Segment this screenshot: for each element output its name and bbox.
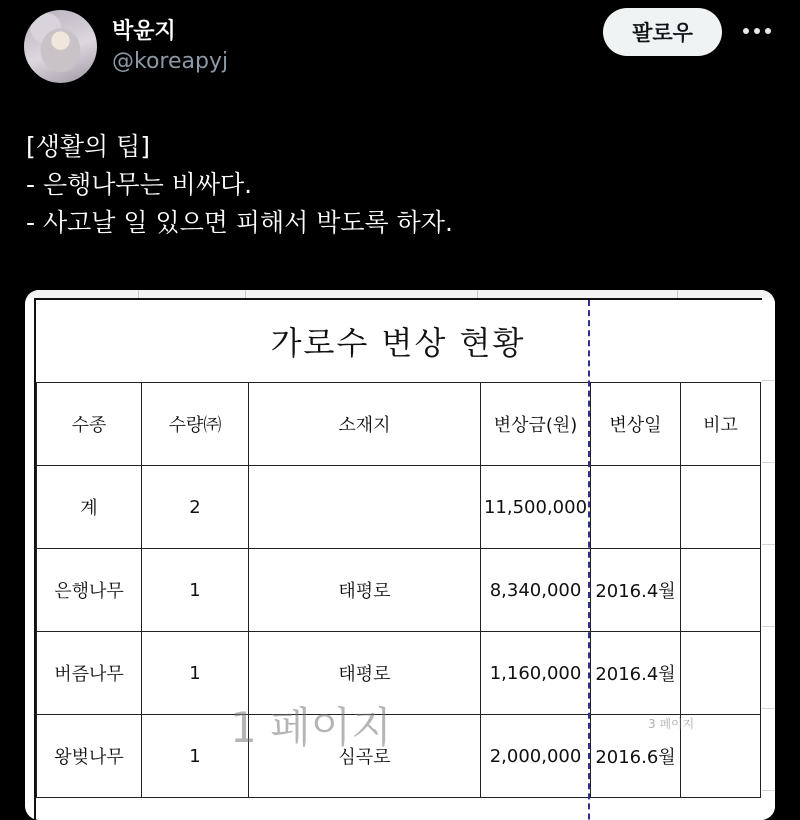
sheet-column-strip	[25, 290, 775, 298]
follow-button[interactable]: 팔로우	[603, 8, 722, 56]
table-row	[37, 632, 761, 715]
table-cell: 왕벚나무	[37, 715, 142, 798]
table-cell: 1	[142, 549, 249, 632]
table-cell: 1	[142, 715, 249, 798]
table-cell	[681, 549, 761, 632]
table-cell: 태평로	[249, 632, 481, 715]
post-line: [생활의 팁]	[26, 132, 151, 161]
table-cell: 계	[37, 466, 142, 549]
table-cell	[591, 466, 681, 549]
header-date: 변상일	[591, 383, 681, 466]
table-cell: 2016.4월	[591, 549, 681, 632]
table-cell: 2	[142, 466, 249, 549]
table-cell	[681, 466, 761, 549]
sheet-side-grid	[762, 298, 775, 820]
table-cell: 2016.4월	[591, 632, 681, 715]
table-cell: 1	[142, 632, 249, 715]
table-cell: 2,000,000	[481, 715, 591, 798]
table-cell	[249, 466, 481, 549]
table-header-row	[37, 383, 761, 466]
avatar[interactable]	[24, 10, 97, 83]
post-text	[26, 128, 453, 242]
table-cell: 11,500,000	[481, 466, 591, 549]
header-compensation: 변상금(원)	[481, 383, 591, 466]
table-cell: 1,160,000	[481, 632, 591, 715]
table-cell: 버즘나무	[37, 632, 142, 715]
table-cell: 2016.6월	[591, 715, 681, 798]
damage-table	[36, 382, 761, 798]
table-row	[37, 549, 761, 632]
table-cell: 심곡로	[249, 715, 481, 798]
header-note: 비고	[681, 383, 761, 466]
header-species: 수종	[37, 383, 142, 466]
sheet-title: 가로수 변상 현황	[270, 324, 526, 362]
table-cell: 태평로	[249, 549, 481, 632]
page-watermark: 1 페이지	[230, 703, 392, 752]
table-cell	[681, 632, 761, 715]
page-watermark-small: 3 페이지	[648, 717, 695, 731]
display-name[interactable]: 박윤지	[112, 19, 176, 44]
header-location: 소재지	[249, 383, 481, 466]
table-cell: 8,340,000	[481, 549, 591, 632]
page-break-line	[588, 300, 590, 820]
table-row	[37, 466, 761, 549]
table-cell: 은행나무	[37, 549, 142, 632]
post-line: - 은행나무는 비싸다.	[26, 170, 253, 199]
attached-image[interactable]	[25, 290, 775, 820]
post-line: - 사고날 일 있으면 피해서 박도록 하자.	[26, 208, 453, 237]
user-handle[interactable]: @koreapyj	[112, 49, 229, 74]
header-quantity: 수량㈜	[142, 383, 249, 466]
more-horizontal-icon[interactable]	[740, 14, 774, 48]
